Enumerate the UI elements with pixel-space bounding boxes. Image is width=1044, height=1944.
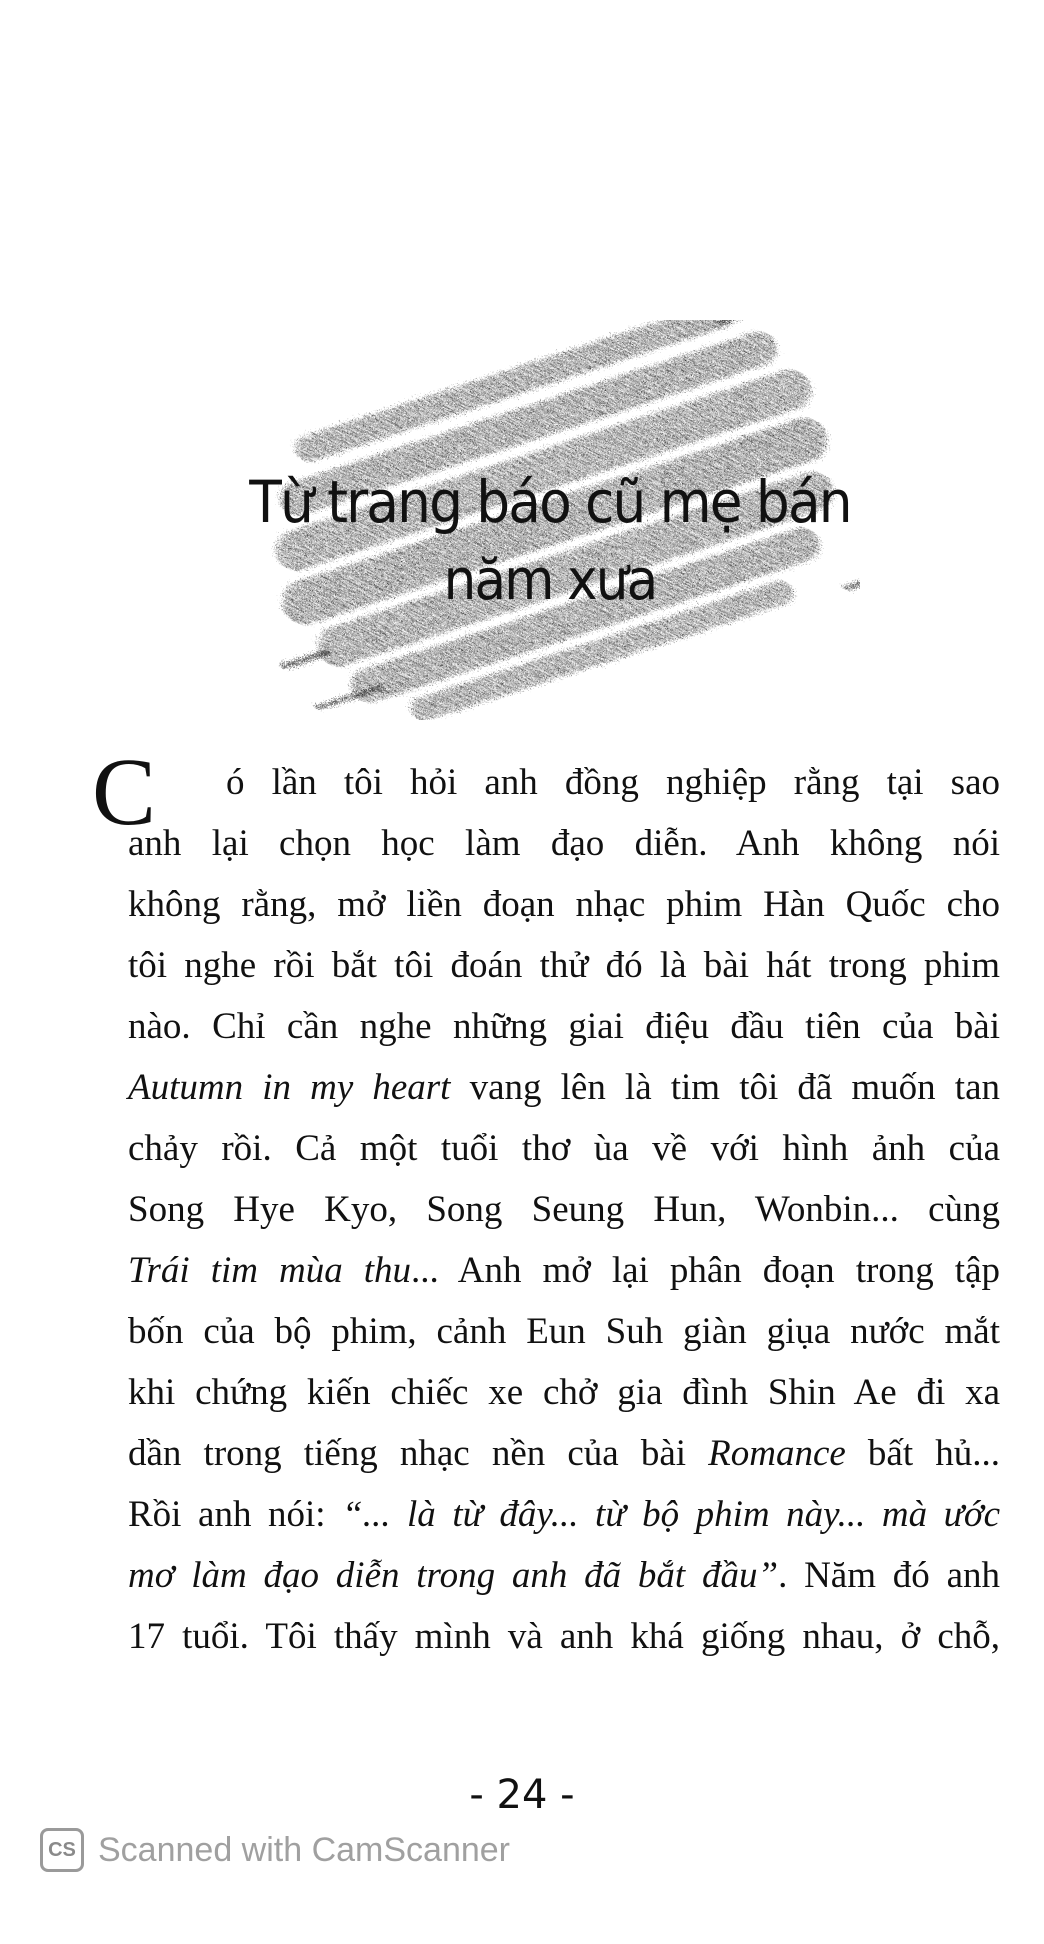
text-line: Song Hye Kyo, Song Seung Hun, Wonbin... cùng (128, 1189, 1000, 1230)
text-line: ó lần tôi hỏi anh đồng nghiệp rằng tại sao (226, 762, 1000, 803)
text-line: Autumn in my heart vang lên là tim tôi đã muốn tan (128, 1067, 1000, 1108)
text-line: 17 tuổi. Tôi thấy mình và anh khá giống nhau, ở chỗ, (128, 1616, 1000, 1657)
text-line: không rằng, mở liền đoạn nhạc phim Hàn Quốc cho (128, 884, 1000, 925)
text-line: bốn của bộ phim, cảnh Eun Suh giàn giụa nước mắt (128, 1311, 1000, 1352)
text-line: tôi nghe rồi bắt tôi đoán thử đó là bài hát trong phim (128, 945, 1000, 986)
camscanner-logo-icon: CS (40, 1828, 84, 1872)
page-number: - 24 - (469, 1772, 575, 1818)
text-line: khi chứng kiến chiếc xe chở gia đình Shin Ae đi xa (128, 1372, 1000, 1413)
text-line: anh lại chọn học làm đạo diễn. Anh không nói (128, 823, 1000, 864)
text-line: mơ làm đạo diễn trong anh đã bắt đầu”. Năm đó anh (128, 1555, 1000, 1596)
text-line: Rồi anh nói: “... là từ đây... từ bộ phim này... mà ước (128, 1494, 1000, 1535)
watermark-text: Scanned with CamScanner (98, 1830, 511, 1869)
text-line: dần trong tiếng nhạc nền của bài Romance bất hủ... (128, 1433, 1000, 1474)
text-line: chảy rồi. Cả một tuổi thơ ùa về với hình ảnh của (128, 1128, 1000, 1169)
drop-cap: C (92, 738, 157, 845)
text-line: nào. Chỉ cần nghe những giai điệu đầu tiên của bài (128, 1006, 1000, 1047)
body-paragraph (128, 752, 1000, 1667)
camscanner-watermark (40, 1820, 510, 1880)
chapter-title-line-1: Từ trang báo cũ mẹ bán (249, 468, 851, 536)
chapter-title-line-2: năm xưa (443, 548, 657, 613)
text-line: Trái tim mùa thu... Anh mở lại phân đoạn trong tập (128, 1250, 1001, 1291)
